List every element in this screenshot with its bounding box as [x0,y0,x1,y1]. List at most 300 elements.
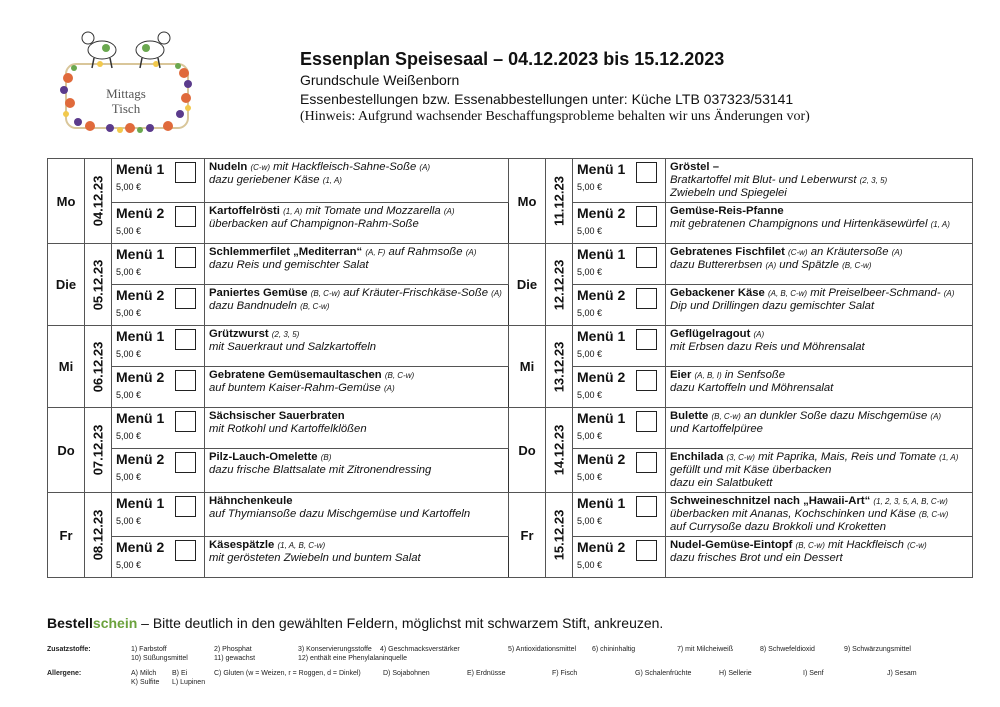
day-row-menu1 [48,159,973,203]
order-checkbox[interactable] [175,162,196,183]
date-cell [85,408,112,493]
dish-description: auf buntem Kaiser-Rahm-Gemüse [209,382,381,394]
additive-code: (2, 3, 5) [271,330,300,339]
menu-option-cell [112,244,205,285]
dish-line [209,205,504,218]
order-checkbox[interactable] [636,496,657,517]
bestell-label: Bestell [47,615,93,631]
additive-item: 8) Schwefeldioxid [760,646,815,653]
dish-line [209,341,504,354]
dish-name: Schweineschnitzel nach „Hawaii-Art“ [670,495,871,507]
additive-code: (B, C-w) [711,412,741,421]
weekday-label: Do [48,408,85,493]
menu-table [47,158,973,578]
dish-line [670,174,968,187]
dish-description: mit Hackfleisch-Sahne-Soße [273,161,417,173]
additive-item: 4) Geschmacksverstärker [380,646,460,653]
dish-description: und Drillingen dazu gemischter Salat [690,300,875,312]
allergen-item: F) Fisch [552,670,578,677]
logo-text-line1: Mittags [106,86,146,101]
menu-price: 5,00 € [116,267,142,277]
header [300,48,980,125]
additive-code: (A) [943,289,955,298]
order-checkbox[interactable] [175,496,196,517]
menu-label: Menü 1 [116,328,165,344]
menu-price: 5,00 € [116,308,142,318]
menu-label: Menü 1 [116,161,165,177]
dish-line [670,341,968,354]
menu-option-cell [573,203,666,244]
logo-text-line2: Tisch [111,101,141,116]
dish-name: Gebratenes Fischfilet [670,246,785,258]
dish-description: und ein Dessert [763,552,843,564]
menu-option-cell [112,367,205,408]
menu-price: 5,00 € [577,431,603,441]
menu-option-cell [573,367,666,408]
day-row-menu1 [48,326,973,367]
menu-option-cell [112,285,205,326]
menu-price: 5,00 € [577,516,603,526]
dish-description: an Kräutersoße [810,246,889,258]
dish-line [209,495,504,508]
dish-description: auf Thymiansoße dazu Mischgemüse und Kartoffeln [209,508,471,520]
dish-cell [205,537,509,578]
date-cell [85,493,112,578]
menu-label: Menü 1 [577,328,626,344]
dish-line [209,552,504,565]
additive-code: (A) [419,163,431,172]
date-label: 11.12.23 [551,176,567,226]
dish-description: Zwiebeln und Spiegelei [670,187,787,199]
additive-code: (C-w) [788,248,808,257]
dish-cell [666,537,973,578]
menu-price: 5,00 € [577,560,603,570]
dish-description: mit Preiselbeer-Schmand- [810,287,941,299]
allergen-item: C) Gluten (w = Weizen, r = Roggen, d = Dinkel) [214,670,361,677]
menu-label: Menü 2 [577,539,626,555]
dish-line [670,187,968,200]
dish-name: Gebackener Käse [670,287,765,299]
dish-line [670,477,968,490]
dish-cell [205,326,509,367]
dish-description: mit Hackfleisch [828,539,904,551]
dish-line [209,328,504,341]
instruction-text: – Bitte deutlich in den gewählten Feldern, möglichst mit schwarzem Stift, ankreuzen. [137,615,664,631]
dish-cell [666,244,973,285]
weekday-label: Mi [509,326,546,408]
dish-name: Schlemmerfilet „Mediterran“ [209,246,363,258]
dish-name: Gröstel – [670,161,719,173]
dish-line [670,205,968,218]
dish-line [670,382,968,395]
dish-line [209,300,504,313]
menu-option-cell [573,408,666,449]
menu-label: Menü 2 [116,369,165,385]
dish-line [209,539,504,552]
order-checkbox[interactable] [175,411,196,432]
dish-line [209,423,504,436]
weekday-label: Mo [48,159,85,244]
dish-description: auf Currysoße dazu Brokkoli und Kroketten [670,521,887,533]
dish-line [209,410,504,423]
dish-description: dazu Buttererbsen [670,259,763,271]
dish-line [670,521,968,534]
additive-item: 2) Phosphat [214,646,252,653]
dish-line [209,464,504,477]
additive-code: (C-w) [250,163,270,172]
date-cell [546,159,573,244]
dish-description: auf Kräuter-Frischkäse-Soße [343,287,489,299]
dish-description: Dip [670,300,687,312]
mittags-tisch-logo [50,18,200,136]
dish-line [209,451,504,464]
allergen-item: B) Ei [172,670,188,677]
menu-option-cell [112,449,205,493]
menu-label: Menü 1 [116,410,165,426]
dish-name: Käsespätzle [209,539,275,551]
menu-label: Menü 2 [116,205,165,221]
menu-label: Menü 2 [116,539,165,555]
dish-name: Grützwurst [209,328,269,340]
dish-name: Gebratene Gemüsemaultaschen [209,369,382,381]
date-label: 06.12.23 [90,341,106,392]
dish-cell [666,449,973,493]
order-checkbox[interactable] [636,329,657,350]
menu-price: 5,00 € [116,182,142,192]
dish-name: Sächsischer Sauerbraten [209,410,345,422]
dish-description: mit Sauerkraut und Salzkartoffeln [209,341,377,353]
dish-line [209,508,504,521]
day-row-menu1 [48,244,973,285]
additive-code: (C-w) [907,541,927,550]
additive-code: (A, B, I) [694,371,722,380]
dish-line [670,464,968,477]
weekday-label: Die [48,244,85,326]
dish-cell [666,285,973,326]
dish-description: überbacken auf Champignon-Rahm-Soße [209,218,419,230]
order-checkbox[interactable] [636,540,657,561]
dish-line [670,451,968,464]
dish-line [670,508,968,521]
dish-cell [666,408,973,449]
menu-price: 5,00 € [577,226,603,236]
menu-label: Menü 2 [116,287,165,303]
dish-name: Nudel-Gemüse-Eintopf [670,539,793,551]
allergen-item: G) Schalenfrüchte [635,670,692,677]
dish-line [209,287,504,300]
allergen-item: H) Sellerie [719,670,752,677]
menu-option-cell [112,537,205,578]
order-checkbox[interactable] [636,247,657,268]
dish-cell [205,203,509,244]
dish-cell [205,367,509,408]
menu-option-cell [573,244,666,285]
menu-option-cell [112,159,205,203]
order-checkbox[interactable] [175,329,196,350]
menu-option-cell [573,449,666,493]
order-checkbox[interactable] [636,370,657,391]
dish-description: gefüllt und mit Käse überbacken [670,464,832,476]
dish-description: dazu frische Blattsalate mit Zitronendressing [209,464,432,476]
dish-line [209,218,504,231]
weekday-label: Do [509,408,546,493]
dish-line [670,423,968,436]
additive-code: (A) [465,248,477,257]
school-name: Grundschule Weißenborn [300,72,460,88]
dish-line [209,161,504,174]
additive-item: 11) gewachst [214,655,256,662]
dish-name: Bulette [670,410,709,422]
order-checkbox[interactable] [175,247,196,268]
order-checkbox[interactable] [636,162,657,183]
additive-code: (A) [383,384,395,393]
dish-name: Enchilada [670,451,724,463]
dish-line [670,539,968,552]
additive-code: (B, C-w) [842,261,872,270]
additive-item: 3) Konservierungsstoffe [298,646,372,653]
dish-description: dazu Kartoffeln und Möhrensalat [670,382,834,394]
dish-line [670,259,968,272]
menu-option-cell [112,408,205,449]
date-cell [85,159,112,244]
dish-description: mit Tomate und Mozzarella [305,205,441,217]
allergen-item: I) Senf [803,670,824,677]
menu-option-cell [573,159,666,203]
additive-code: (A, B, C-w) [767,289,808,298]
contact-line: Essenbestellungen bzw. Essenabbestellungen unter: Küche LTB 037323/53141 [300,91,794,107]
additive-code: (A) [891,248,903,257]
dish-name: Gemüse-Reis-Pfanne [670,205,784,217]
day-row-menu1 [48,408,973,449]
additive-code: (A) [491,289,502,298]
menu-price: 5,00 € [116,226,142,236]
menu-label: Menü 1 [577,246,626,262]
day-row-menu1 [48,493,973,537]
order-checkbox[interactable] [636,411,657,432]
menu-label: Menü 1 [577,161,626,177]
dish-description: dazu geriebener Käse [209,174,320,186]
dish-line [670,246,968,259]
additive-code: (3, C-w) [726,453,755,462]
date-label: 12.12.23 [551,259,567,310]
dish-description: mit Rotkohl und Kartoffelklößen [209,423,367,435]
date-label: 15.12.23 [551,509,567,561]
allergen-item: L) Lupinen [172,679,206,686]
additive-code: (2, 3, 5) [859,176,888,185]
dish-name: Eier [670,369,692,381]
menu-label: Menü 2 [577,451,626,467]
menu-price: 5,00 € [116,431,142,441]
dish-cell [205,285,509,326]
dish-line [209,259,504,272]
date-label: 05.12.23 [90,259,106,310]
dish-line [670,287,968,300]
additive-code: (1, A) [930,220,950,229]
menu-label: Menü 2 [577,205,626,221]
additive-code: (1, A, B, C-w) [277,541,326,550]
weekday-label: Mi [48,326,85,408]
date-cell [546,326,573,408]
menu-price: 5,00 € [116,472,142,482]
date-label: 04.12.23 [90,175,106,227]
menu-price: 5,00 € [116,349,142,359]
dish-description: dazu ein Salatbukett [670,477,773,489]
additive-code: (A) [753,330,765,339]
dish-line [670,328,968,341]
dish-description: überbacken mit Ananas, Kochschinken und Käse [670,508,916,520]
date-label: 13.12.23 [551,341,567,392]
menu-label: Menü 2 [577,369,626,385]
additive-code: (A) [765,261,777,270]
dish-name: Hähnchenkeule [209,495,293,507]
dish-description: auf Rahmsoße [388,246,463,258]
menu-option-cell [573,493,666,537]
dish-description: in Senfsoße [724,369,786,381]
dish-cell [205,244,509,285]
order-checkbox[interactable] [175,540,196,561]
dish-line [209,174,504,187]
date-cell [546,493,573,578]
additive-item: 7) mit Milcheiweiß [677,646,734,653]
weekday-label: Fr [48,493,85,578]
allergen-item: E) Erdnüsse [467,670,506,677]
menu-label: Menü 1 [116,495,165,511]
additive-item: 5) Antioxidationsmittel [508,646,577,653]
menu-option-cell [112,326,205,367]
dish-description: mit gerösteten Zwiebeln und buntem Salat [209,552,421,564]
date-cell [85,244,112,326]
dish-name: Geflügelragout [670,328,751,340]
dish-cell [205,493,509,537]
dish-line [209,246,504,259]
allergen-item: J) Sesam [887,670,917,677]
menu-price: 5,00 € [577,182,603,192]
additive-code: (A) [930,412,942,421]
dish-line [670,300,968,313]
additive-code: (1, A) [939,453,959,462]
order-checkbox[interactable] [636,288,657,309]
dish-cell [666,203,973,244]
date-cell [546,244,573,326]
dish-description: und Kartoffelpüree [670,423,763,435]
dish-name: Pilz-Lauch-Omelette [209,451,318,463]
additive-code: (B) [320,453,332,462]
dish-line [670,495,968,508]
menu-price: 5,00 € [116,560,142,570]
menu-option-cell [112,493,205,537]
menu-price: 5,00 € [116,516,142,526]
additive-item: 1) Farbstoff [131,646,167,653]
date-cell [85,326,112,408]
dish-line [209,369,504,382]
additive-code: (A, F) [365,248,386,257]
menu-price: 5,00 € [577,472,603,482]
dish-description: dazu frisches Brot [670,552,761,564]
dish-description: dazu Bandnudeln [209,300,297,312]
dish-line [209,382,504,395]
additive-item: 12) enthält eine Phenylalaninquelle [298,655,407,662]
dish-cell [666,159,973,203]
order-instruction [47,614,977,632]
additive-code: (B, C-w) [384,371,415,380]
additive-code: (B, C-w) [310,289,341,298]
additive-item: 6) chininhaltig [592,646,636,653]
dish-name: Kartoffelrösti [209,205,280,217]
additives-label: Zusatzstoffe: [47,646,91,653]
additive-code: (B, C-w) [795,541,825,550]
dish-name: Nudeln [209,161,248,173]
menu-price: 5,00 € [577,349,603,359]
additive-code: (B, C-w) [918,510,949,519]
dish-description: an dunkler Soße dazu Mischgemüse [743,410,928,422]
order-checkbox[interactable] [175,452,196,473]
menu-price: 5,00 € [577,267,603,277]
hint-note: (Hinweis: Aufgrund wachsender Beschaffungsprobleme behalten wir uns Änderungen vor) [300,109,810,124]
additive-code: (1, 2, 3, 5, A, B, C-w) [873,497,948,506]
dish-cell [205,449,509,493]
weekday-label: Die [509,244,546,326]
dish-description: und Spätzle [779,259,839,271]
menu-price: 5,00 € [577,308,603,318]
dish-line [670,369,968,382]
dish-cell [205,408,509,449]
allergen-item: D) Sojabohnen [383,670,430,677]
menu-label: Menü 1 [577,410,626,426]
allergen-item: K) Sulfite [131,679,160,686]
dish-cell [666,367,973,408]
allergen-item: A) Milch [131,670,157,677]
additive-code: (1, A) [283,207,303,216]
dish-description: dazu Reis und gemischter Salat [209,259,369,271]
date-label: 07.12.23 [90,424,106,476]
dish-cell [205,159,509,203]
dish-description: mit gebratenen Champignons und Hirtenkäsewürfel [670,218,928,230]
additive-code: (B, C-w) [300,302,330,311]
menu-label: Menü 2 [577,287,626,303]
dish-line [670,218,968,231]
menu-option-cell [573,326,666,367]
order-checkbox[interactable] [636,206,657,227]
weekday-label: Fr [509,493,546,578]
dish-description: Bratkartoffel mit Blut- und Leberwurst [670,174,857,186]
page-title: Essenplan Speisesaal – 04.12.2023 bis 15.12.2023 [300,49,725,69]
date-label: 08.12.23 [90,509,106,561]
date-label: 14.12.23 [551,424,567,476]
allergens-label: Allergene: [47,670,82,677]
menu-price: 5,00 € [577,390,603,400]
date-cell [546,408,573,493]
menu-label: Menü 1 [116,246,165,262]
order-checkbox[interactable] [175,370,196,391]
order-checkbox[interactable] [636,452,657,473]
additive-code: (A) [443,207,455,216]
dish-line [670,552,968,565]
dish-line [670,161,968,174]
menu-option-cell [112,203,205,244]
weekday-label: Mo [509,159,546,244]
menu-price: 5,00 € [116,390,142,400]
menu-label: Menü 2 [116,451,165,467]
order-checkbox[interactable] [175,206,196,227]
additive-item: 9) Schwärzungsmittel [844,646,911,653]
dish-description: mit Erbsen dazu Reis und Möhrensalat [670,341,865,353]
schein-label: schein [92,615,138,631]
additive-code: (1, A) [322,176,342,185]
menu-option-cell [573,285,666,326]
additive-item: 10) Süßungsmittel [131,655,188,662]
dish-description: mit Paprika, Mais, Reis und Tomate [758,451,937,463]
order-checkbox[interactable] [175,288,196,309]
